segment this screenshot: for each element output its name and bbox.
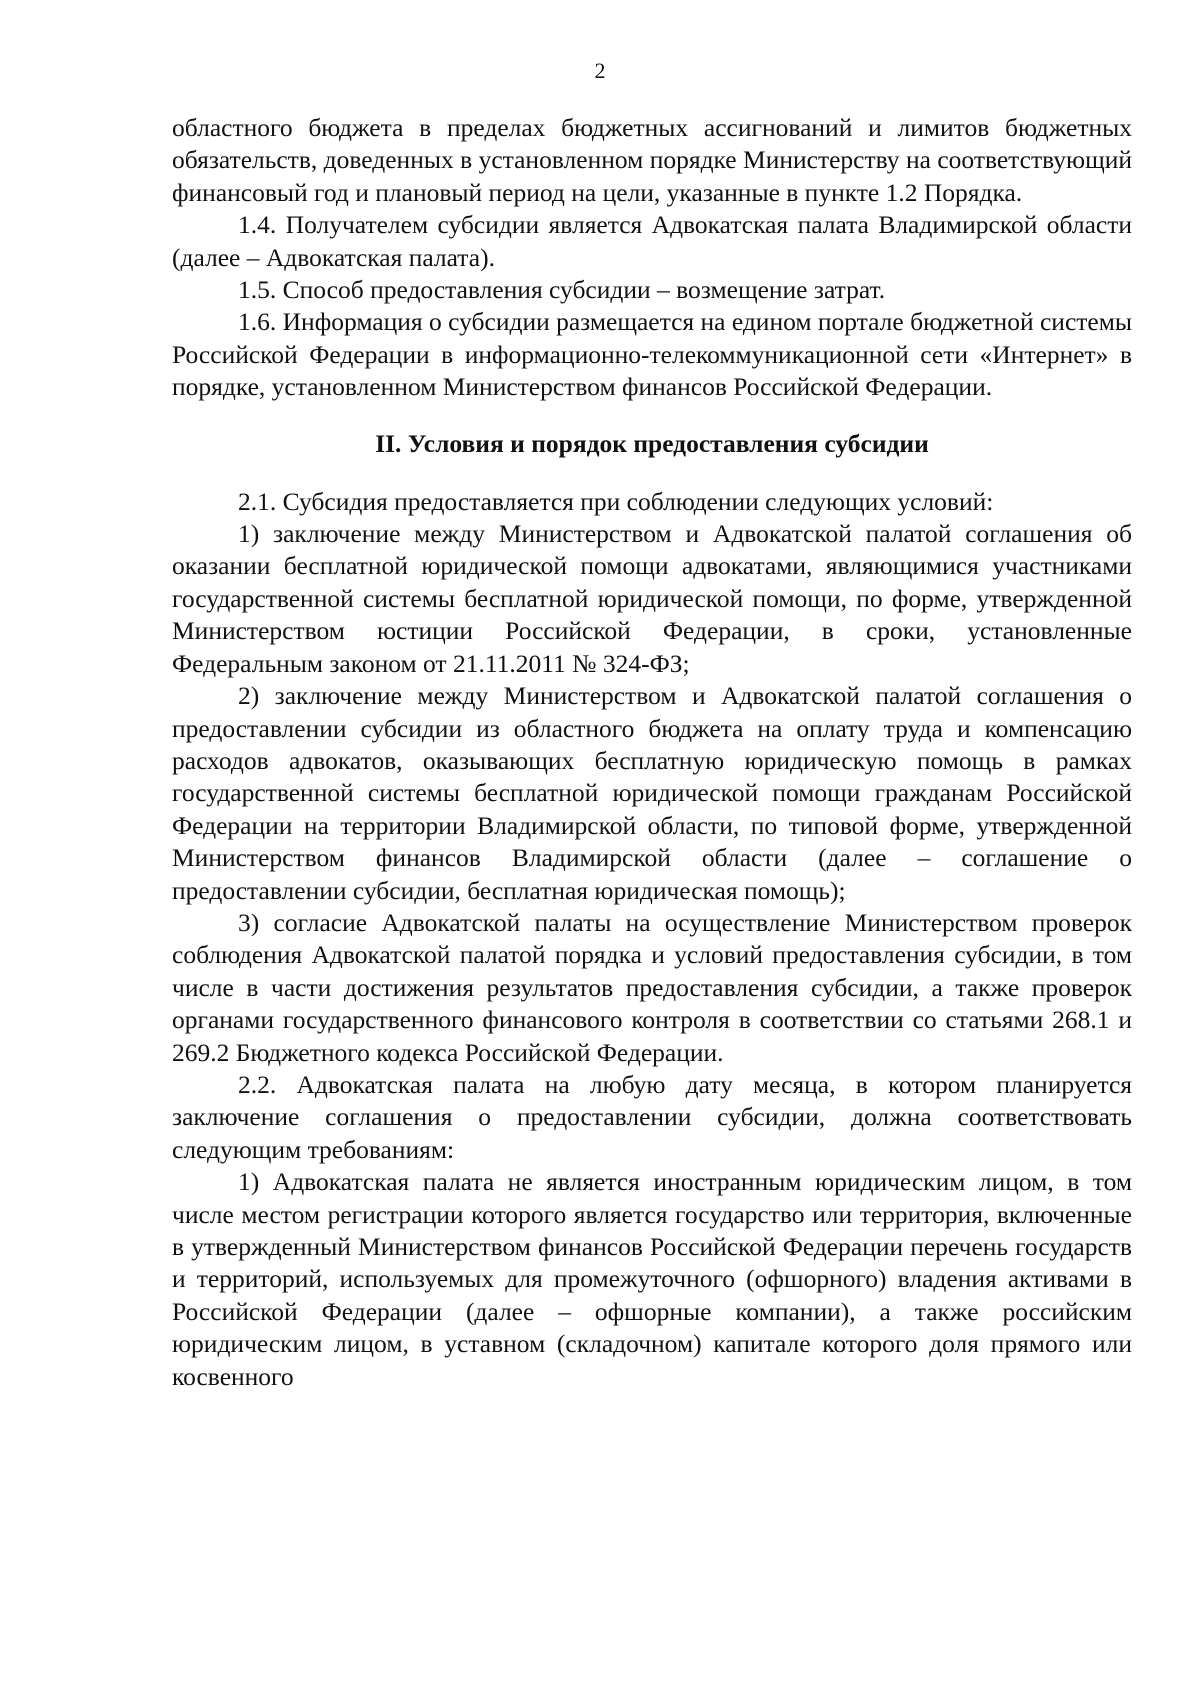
paragraph-1-5-method: 1.5. Способ предоставления субсидии – возмещение затрат. bbox=[238, 275, 886, 305]
paragraph-condition-1: 1) заключение между Министерством и Адвокатской палатой соглашения об оказании бесплатной юридической помощи адвокатами, являющимися участниками государственной системы бесплатной юридической помощи, по форме, утвержденной Министерством юстиции Российской Федерации, в сроки, установленные Федеральным законом от 21.11.2011 № 324-ФЗ; bbox=[172, 519, 1132, 678]
page-number: 2 bbox=[594, 58, 606, 83]
paragraph-2-2-requirements: 2.2. Адвокатская палата на любую дату месяца, в котором планируется заключение соглашения о предоставлении субсидии, должна соответствовать следующим требованиям: bbox=[172, 1069, 1132, 1164]
paragraph-budget-continuation: областного бюджета в пределах бюджетных ассигнований и лимитов бюджетных обязательств, доведенных в установленном порядке Министерству на соответствующий финансовый год и плановый период на цели, указанные в пункте 1.2 Порядка. bbox=[172, 113, 1132, 207]
document-body bbox=[172, 112, 1132, 1393]
paragraph-1-6-information: 1.6. Информация о субсидии размещается на едином портале бюджетной системы Российской Федерации в информационно-телекоммуникационной сети «Интернет» в порядке, установленном Министерством финансов Российской Федерации. bbox=[172, 307, 1132, 402]
paragraph-condition-3: 3) согласие Адвокатской палаты на осуществление Министерством проверок соблюдения Адвокатской палатой порядка и условий предоставления субсидии, в том числе в части достижения результатов предоставления субсидии, а также проверок органами государственного финансового контроля в соответствии со статьями 268.1 и 269.2 Бюджетного кодекса Российской Федерации. bbox=[172, 907, 1132, 1067]
section-heading: II. Условия и порядок предоставления субсидии bbox=[375, 428, 929, 458]
paragraph-requirement-1: 1) Адвокатская палата не является иностранным юридическим лицом, в том числе местом регистрации которого является государство или территория, включенные в утвержденный Министерством финансов Российской Федерации перечень государств и территорий, используемых для промежуточного (офшорного) владения активами в Российской Федерации (далее – офшорные компании), а также российским юридическим лицом, в уставном (складочном) капитале которого доля прямого или косвенного bbox=[172, 1167, 1132, 1391]
paragraph-2-1-conditions: 2.1. Субсидия предоставляется при соблюдении следующих условий: bbox=[238, 486, 994, 516]
paragraph-condition-2: 2) заключение между Министерством и Адвокатской палатой соглашения о предоставлении субсидии из областного бюджета на оплату труда и компенсацию расходов адвокатов, оказывающих бесплатную юридическую помощь в рамках государственной системы бесплатной юридической помощи гражданам Российской Федерации на территории Владимирской области, по типовой форме, утвержденной Министерством финансов Владимирской области (далее – соглашение о предоставлении субсидии, бесплатная юридическая помощь); bbox=[172, 681, 1132, 905]
paragraph-1-4-recipient: 1.4. Получателем субсидии является Адвокатская палата Владимирской области (далее – Адвокатская палата). bbox=[172, 210, 1132, 272]
